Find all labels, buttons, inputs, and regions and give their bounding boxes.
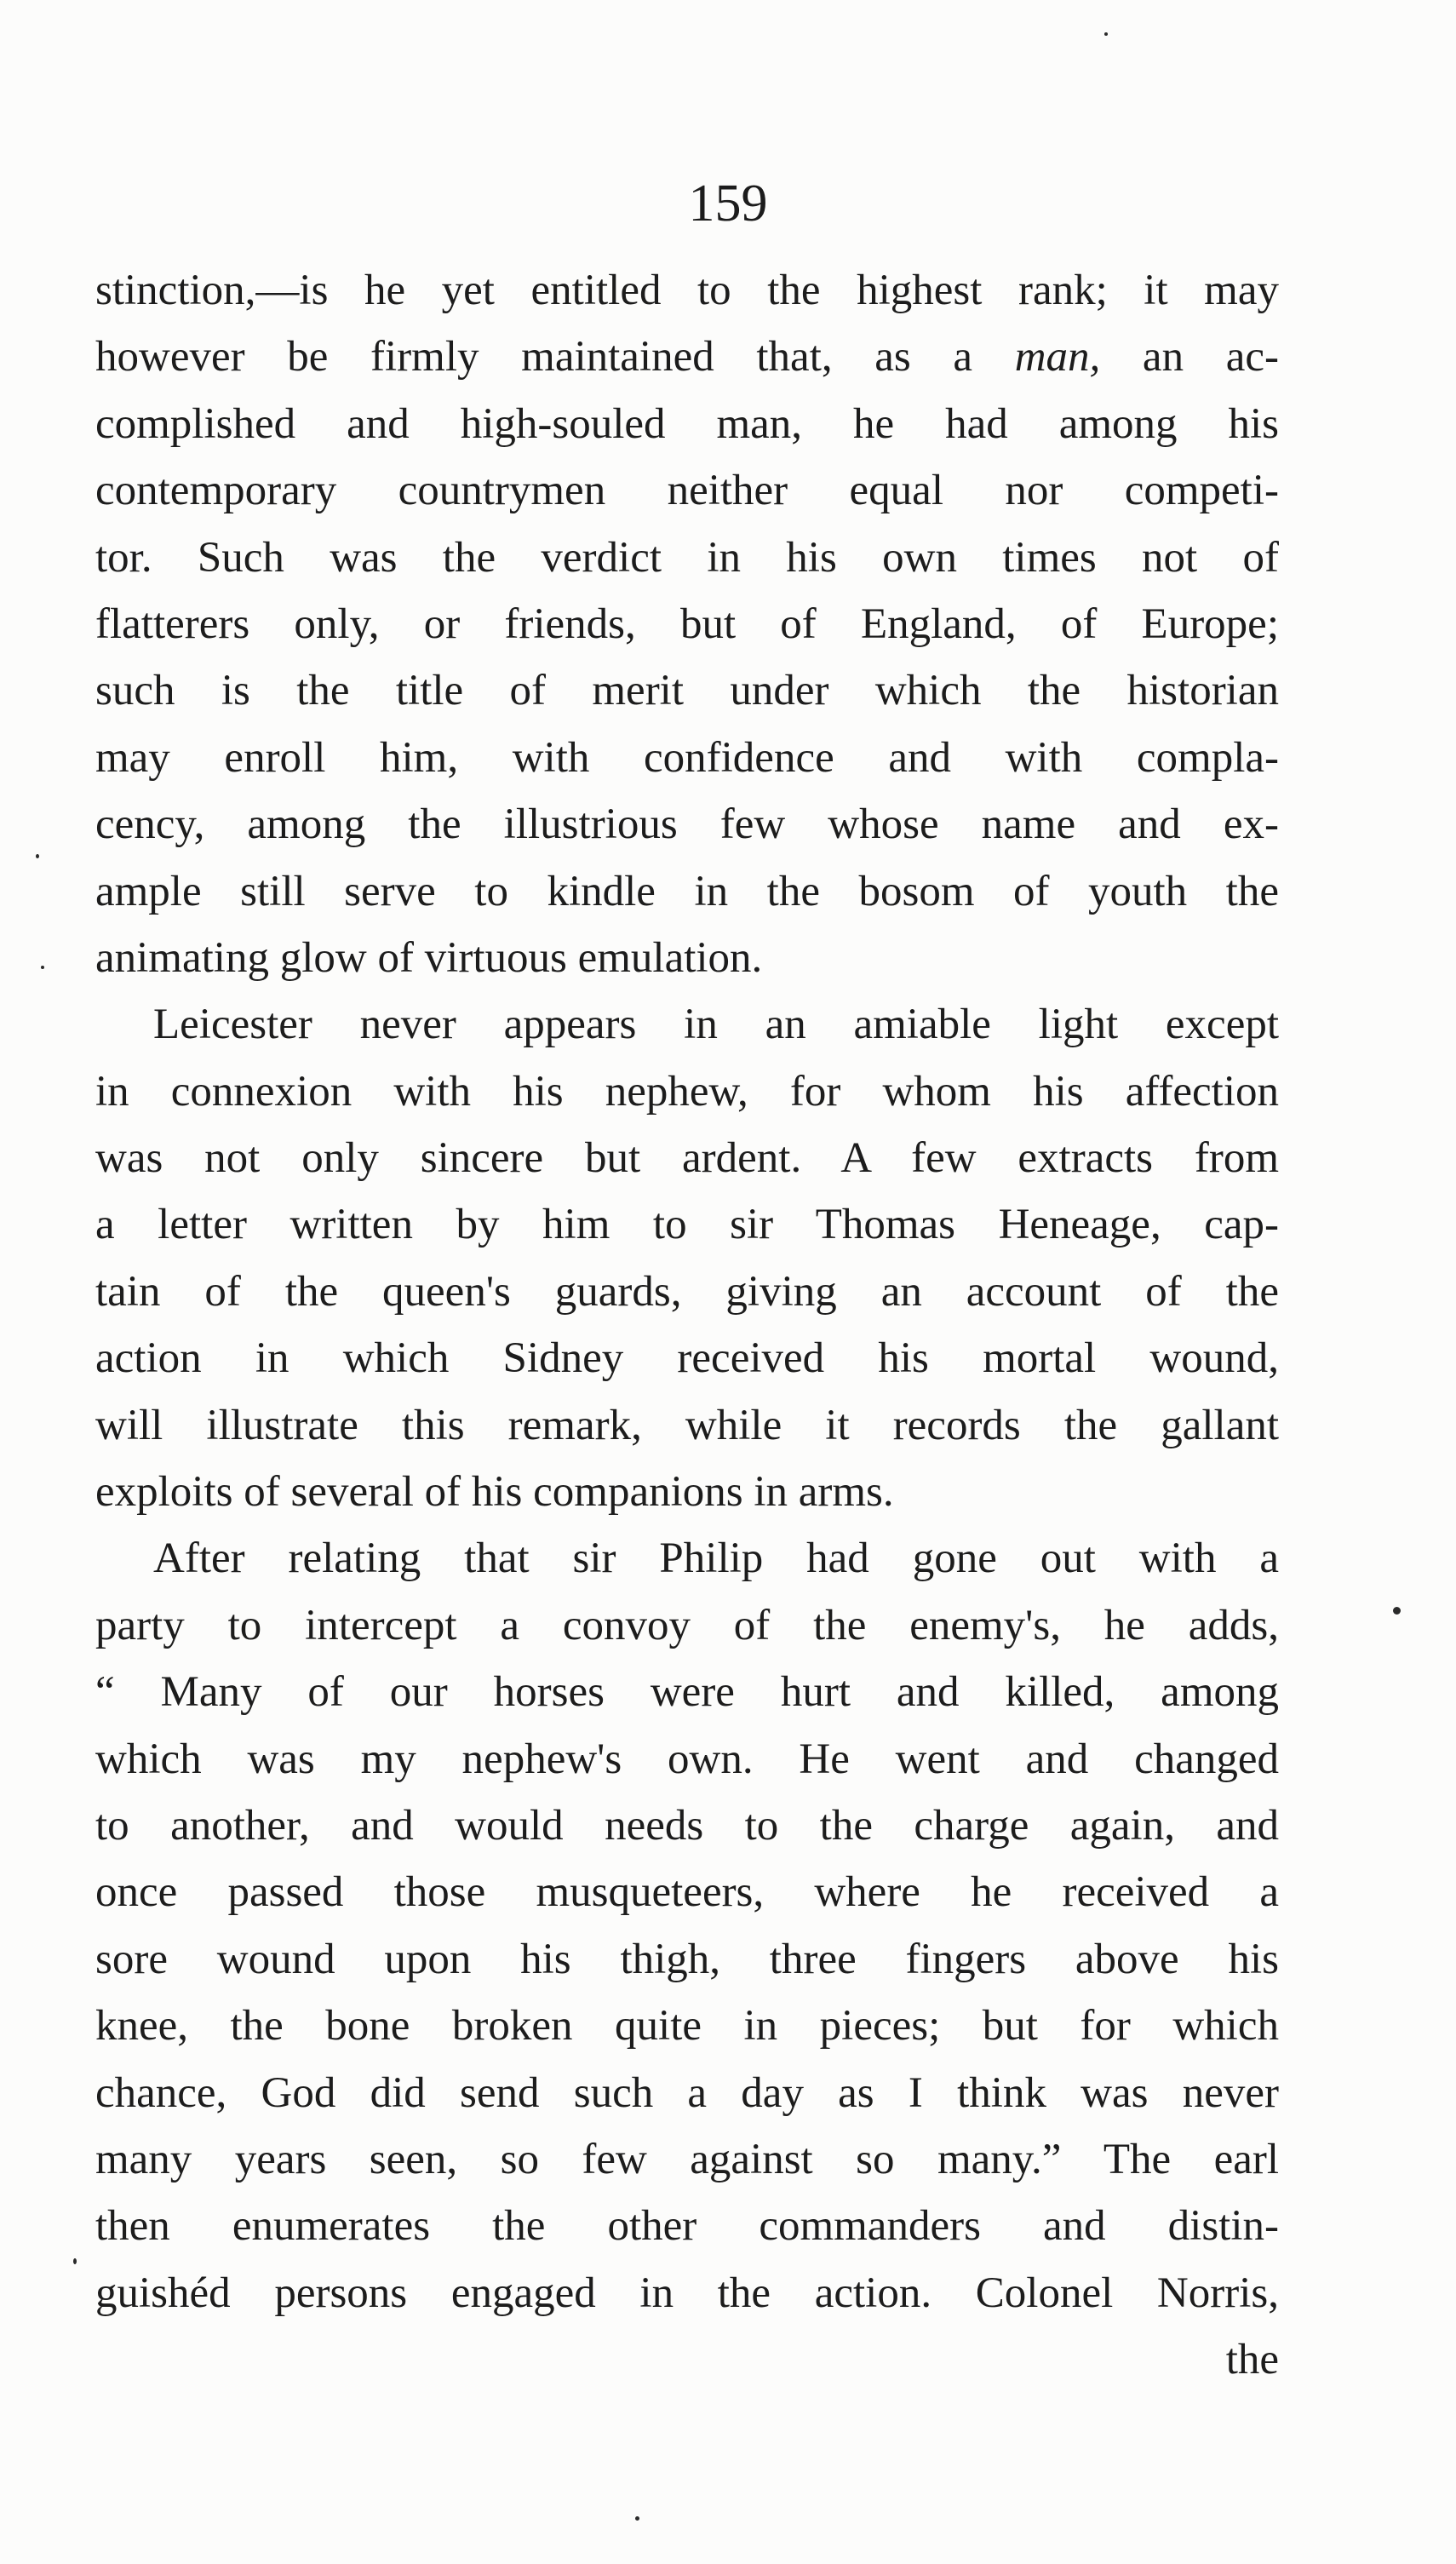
text-fragment: however be firmly maintained that, as a bbox=[95, 333, 1015, 381]
text-line: guishéd persons engaged in the action. Colonel Norris, bbox=[95, 2269, 1279, 2317]
print-speck bbox=[635, 2516, 639, 2521]
text-line: tor. Such was the verdict in his own times not of bbox=[95, 533, 1279, 582]
text-line: knee, the bone broken quite in pieces; but for which bbox=[95, 2002, 1279, 2051]
text-line: sore wound upon his thigh, three fingers above his bbox=[95, 1935, 1279, 1983]
text-line: a letter written by him to sir Thomas Heneage, cap- bbox=[95, 1201, 1279, 1249]
text-line: animating glow of virtuous emulation. bbox=[95, 933, 763, 982]
print-speck bbox=[41, 966, 44, 969]
page-number: 159 bbox=[688, 175, 768, 232]
text-line: was not only sincere but ardent. A few extracts from bbox=[95, 1134, 1279, 1183]
text-line: such is the title of merit under which the historian bbox=[95, 667, 1279, 715]
text-line: complished and high-souled man, he had among his bbox=[95, 399, 1279, 448]
text-line: stinction,—is he yet entitled to the highest rank; it may bbox=[95, 267, 1279, 314]
text-line: action in which Sidney received his mortal wound, bbox=[95, 1334, 1279, 1383]
text-line: exploits of several of his companions in arms. bbox=[95, 1468, 894, 1517]
text-line: chance, God did send such a day as I think was never bbox=[95, 2068, 1279, 2117]
text-line: will illustrate this remark, while it records the gallant bbox=[95, 1401, 1279, 1449]
text-line: Leicester never appears in an amiable light except bbox=[153, 1001, 1279, 1049]
text-line: which was my nephew's own. He went and changed bbox=[95, 1735, 1279, 1783]
text-line: in connexion with his nephew, for whom his affection bbox=[95, 1067, 1279, 1116]
italic-word: man, bbox=[1014, 333, 1101, 381]
print-speck bbox=[36, 854, 39, 858]
text-line: flatterers only, or friends, but of England, of Europe; bbox=[95, 599, 1279, 648]
text-line: many years seen, so few against so many.” The earl bbox=[95, 2135, 1279, 2183]
text-line: may enroll him, with confidence and with compla- bbox=[95, 733, 1279, 782]
text-line bbox=[95, 324, 1279, 390]
text-line: to another, and would needs to the charge again, and bbox=[95, 1801, 1279, 1850]
body-text bbox=[95, 257, 1279, 2394]
text-line: ample still serve to kindle in the bosom of youth the bbox=[95, 867, 1279, 915]
text-fragment: an ac- bbox=[1100, 333, 1279, 381]
text-line: then enumerates the other commanders and distin- bbox=[95, 2202, 1279, 2251]
catchword: the bbox=[1225, 2336, 1279, 2384]
text-line: contemporary countrymen neither equal nor competi- bbox=[95, 467, 1279, 515]
text-line: “ Many of our horses were hurt and killed, among bbox=[95, 1668, 1279, 1717]
print-speck bbox=[1393, 1607, 1401, 1615]
text-line: once passed those musqueteers, where he received a bbox=[95, 1868, 1279, 1917]
text-line: tain of the queen's guards, giving an account of the bbox=[95, 1267, 1279, 1316]
print-speck bbox=[73, 2258, 77, 2264]
text-line: After relating that sir Philip had gone out with a bbox=[153, 1534, 1279, 1583]
print-speck bbox=[1104, 32, 1108, 36]
text-line: party to intercept a convoy of the enemy's, he adds, bbox=[95, 1601, 1279, 1649]
text-line: cency, among the illustrious few whose name and ex- bbox=[95, 800, 1279, 849]
